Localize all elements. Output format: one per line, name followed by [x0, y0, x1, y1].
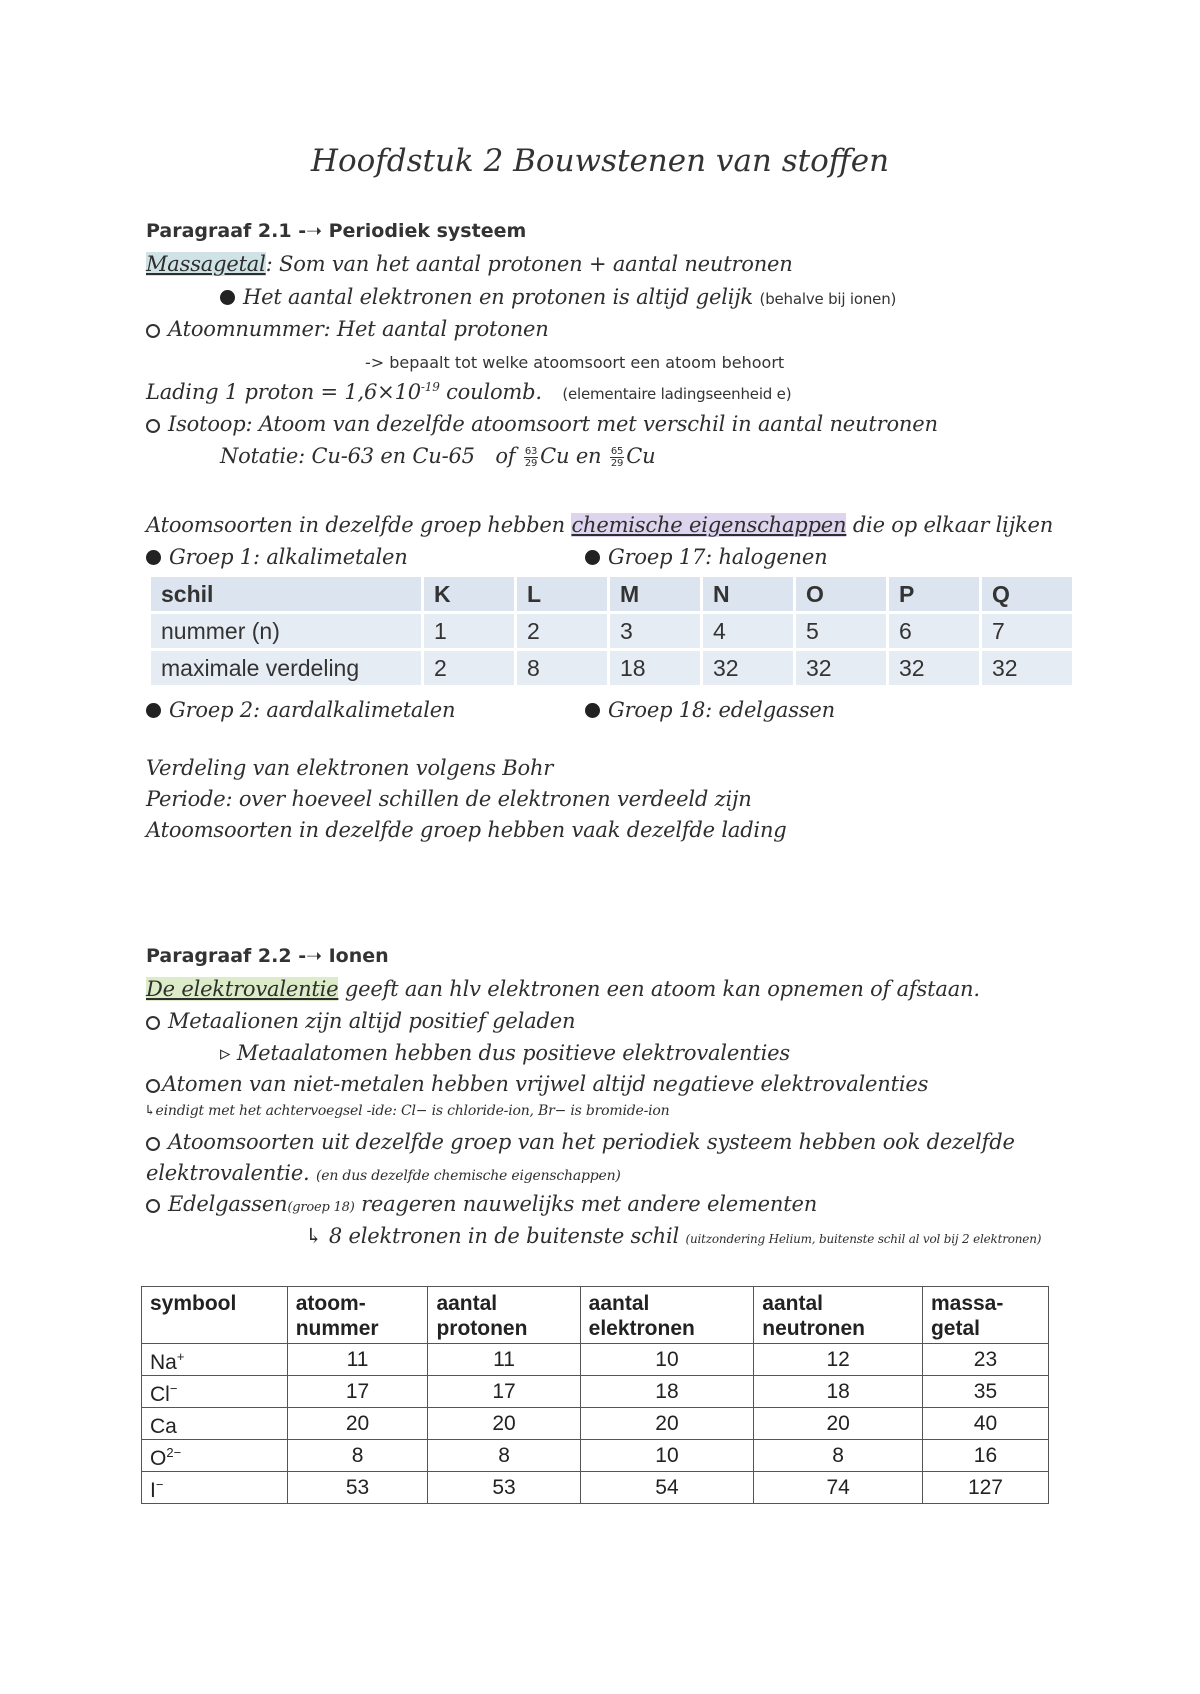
shell-table-cell: 18 [610, 651, 700, 685]
shell-table-cell: 3 [610, 614, 700, 648]
electrons-note: (behalve bij ionen) [759, 290, 897, 308]
shell-table [148, 574, 1075, 688]
fraction-top: 63 [524, 446, 538, 457]
metaalionen-text: Metaalionen zijn altijd positief geladen [168, 1009, 576, 1033]
metaalatomen-line: ▹ Metaalatomen hebben dus positieve elektrovalenties [220, 1041, 790, 1065]
elektrovalentie-line [146, 977, 980, 1001]
open-bullet-icon [146, 419, 160, 433]
ion-table-header-line: atoom- [295, 1292, 366, 1315]
notatie-cu-1: Cu en [540, 444, 602, 468]
shell-table-cell: 32 [796, 651, 886, 685]
lading-text-a: Lading 1 proton = 1,6×10 [146, 380, 421, 404]
open-bullet-icon [146, 1016, 160, 1030]
shell-table-cell: 4 [703, 614, 793, 648]
ion-table-cell: 8 [754, 1440, 923, 1472]
ion-table-header [428, 1287, 580, 1344]
filled-bullet-icon [585, 550, 600, 565]
elektrovalentie-definition: geeft aan hlv elektronen een atoom kan opnemen of afstaan. [338, 977, 980, 1001]
shell-table-cell: N [703, 577, 793, 611]
ion-table-cell: 8 [287, 1440, 428, 1472]
ion-table [141, 1286, 1049, 1504]
shell-table-row [151, 651, 1072, 685]
notatie-line [220, 444, 655, 469]
ion-table-cell: 18 [580, 1376, 754, 1408]
page-title: Hoofdstuk 2 Bouwstenen van stoffen [310, 143, 890, 179]
shell-table-cell: 8 [517, 651, 607, 685]
ion-charge: − [169, 1381, 178, 1396]
ion-table-cell: 20 [580, 1408, 754, 1440]
open-bullet-icon [146, 1199, 160, 1213]
filled-bullet-icon [585, 703, 600, 718]
edelgassen-text: Edelgassen [168, 1192, 288, 1216]
ion-table-header-line [150, 1316, 279, 1341]
ion-table-cell: 20 [428, 1408, 580, 1440]
ion-table-header-line: nummer [295, 1317, 379, 1340]
groep-elektro-line [146, 1130, 1015, 1154]
shell-table-row [151, 577, 1072, 611]
ion-table-header-line: aantal [436, 1292, 498, 1315]
ion-table-header-line: neutronen [762, 1317, 865, 1340]
ion-table-cell: 12 [754, 1344, 923, 1376]
open-bullet-icon [146, 1137, 160, 1151]
groep-18-text: Groep 18: edelgassen [608, 698, 835, 722]
groep-elektro-line-2 [146, 1161, 621, 1185]
isotope-fraction-1 [524, 446, 538, 469]
shell-table-cell: K [424, 577, 514, 611]
ion-table-cell: 54 [580, 1472, 754, 1504]
ion-table-cell: 8 [428, 1440, 580, 1472]
electrons-text: Het aantal elektronen en protonen is altijd gelijk [243, 285, 754, 309]
atoomnummer-line [146, 317, 549, 341]
ion-table-header-line: symbool [150, 1292, 237, 1315]
ion-table-cell: 20 [754, 1408, 923, 1440]
ion-table-row [142, 1376, 1049, 1408]
lading-note: (elementaire ladingseenheid e) [562, 385, 792, 403]
notatie-text: Notatie: Cu-63 en Cu-65 [220, 444, 475, 468]
edelgassen-note: (groep 18) [287, 1200, 355, 1215]
shell-table-cell: Q [982, 577, 1072, 611]
ion-table-header-line: elektronen [588, 1317, 695, 1340]
ion-table-cell: 53 [287, 1472, 428, 1504]
ion-symbol: Ca [150, 1415, 177, 1438]
shell-table-cell: L [517, 577, 607, 611]
ion-table-header [142, 1287, 288, 1344]
ion-table-header-line: aantal [588, 1292, 650, 1315]
section-heading-2-1: Paragraaf 2.1 -➝ Periodiek systeem [146, 220, 527, 242]
ion-table-cell: 11 [287, 1344, 428, 1376]
ion-table-header-row [142, 1287, 1049, 1344]
ion-table-cell: 17 [428, 1376, 580, 1408]
ion-table-header [287, 1287, 428, 1344]
shell-table-cell: O [796, 577, 886, 611]
notatie-of: of [495, 444, 516, 468]
ion-symbol-cell [142, 1376, 288, 1408]
ion-table-cell: 17 [287, 1376, 428, 1408]
ion-table-header-line: getal [930, 1317, 980, 1340]
acht-elektronen-text: ↳ 8 elektronen in de buitenste schil [305, 1224, 680, 1248]
groep-2-text: Groep 2: aardalkalimetalen [169, 698, 456, 722]
shell-table-cell: 2 [424, 651, 514, 685]
groep-2-line [146, 698, 455, 722]
ion-table-cell: 40 [922, 1408, 1048, 1440]
shell-table-cell: 32 [703, 651, 793, 685]
edelgassen-line [146, 1192, 817, 1216]
notatie-cu-2: Cu [626, 444, 656, 468]
groep-elektro-note: (en dus dezelfde chemische eigenschappen) [316, 1168, 621, 1184]
chemische-eigenschappen-highlight: chemische eigenschappen [571, 513, 847, 537]
ion-table-header [580, 1287, 754, 1344]
ion-table-header [754, 1287, 923, 1344]
lading-groep-line: Atoomsoorten in dezelfde groep hebben vaak dezelfde lading [146, 818, 787, 842]
periode-line: Periode: over hoeveel schillen de elektronen verdeeld zijn [146, 787, 752, 811]
shell-table-row-label: nummer (n) [151, 614, 421, 648]
ion-table-cell: 127 [922, 1472, 1048, 1504]
section-heading-2-2: Paragraaf 2.2 -➝ Ionen [146, 945, 389, 967]
open-bullet-icon [146, 324, 160, 338]
elektrovalentie-term: De elektrovalentie [146, 977, 339, 1001]
ion-table-cell: 53 [428, 1472, 580, 1504]
shell-table-cell: M [610, 577, 700, 611]
ion-table-cell: 16 [922, 1440, 1048, 1472]
groep-17-line [585, 545, 827, 569]
lading-exponent: -19 [420, 380, 440, 394]
shell-table-cell: 1 [424, 614, 514, 648]
ion-symbol-cell [142, 1472, 288, 1504]
ion-table-cell: 20 [287, 1408, 428, 1440]
acht-elektronen-line [305, 1224, 1041, 1248]
shell-table-cell: 5 [796, 614, 886, 648]
ion-table-cell: 23 [922, 1344, 1048, 1376]
ion-charge: 2− [166, 1445, 182, 1460]
open-bullet-icon [146, 1079, 160, 1093]
atoomnummer-note: -> bepaalt tot welke atoomsoort een atoom behoort [365, 353, 785, 372]
metaalionen-line [146, 1009, 575, 1033]
electrons-line [220, 285, 896, 309]
ion-charge: + [176, 1349, 185, 1364]
shell-table-cell: P [889, 577, 979, 611]
ion-table-row [142, 1408, 1049, 1440]
shell-table-cell: 2 [517, 614, 607, 648]
ion-table-header [922, 1287, 1048, 1344]
groep-elektro-text-2: elektrovalentie. [146, 1161, 310, 1185]
isotope-fraction-2 [610, 446, 624, 469]
niet-metalen-line [146, 1072, 928, 1096]
shell-table-cell: 32 [982, 651, 1072, 685]
shell-table-row-label: schil [151, 577, 421, 611]
groep-1-text: Groep 1: alkalimetalen [169, 545, 408, 569]
ion-table-header-line: protonen [436, 1317, 528, 1340]
fraction-bottom: 29 [610, 458, 624, 469]
groep-intro-b: die op elkaar lijken [846, 513, 1054, 537]
groep-intro-line [146, 513, 1053, 537]
filled-bullet-icon [146, 703, 161, 718]
groep-18-line [585, 698, 835, 722]
ion-table-cell: 11 [428, 1344, 580, 1376]
lading-text-b: coulomb. [439, 380, 542, 404]
bohr-line: Verdeling van elektronen volgens Bohr [146, 756, 554, 780]
filled-bullet-icon [220, 290, 235, 305]
ion-symbol: O [150, 1447, 167, 1470]
atoomnummer-text: Atoomnummer: Het aantal protonen [168, 317, 549, 341]
ion-symbol-cell [142, 1344, 288, 1376]
groep-17-text: Groep 17: halogenen [608, 545, 828, 569]
filled-bullet-icon [146, 550, 161, 565]
ion-symbol: I [150, 1479, 156, 1502]
ide-note: ↳eindigt met het achtervoegsel -ide: Cl− is chloride-ion, Br− is bromide-ion [144, 1103, 670, 1119]
ion-table-header-line: massa- [930, 1292, 1004, 1315]
isotoop-text: Isotoop: Atoom van dezelfde atoomsoort met verschil in aantal neutronen [168, 412, 938, 436]
ion-symbol: Na [150, 1351, 177, 1374]
shell-table-row-label: maximale verdeling [151, 651, 421, 685]
groep-1-line [146, 545, 408, 569]
massagetal-definition: : Som van het aantal protonen + aantal neutronen [265, 252, 793, 276]
ion-table-row [142, 1344, 1049, 1376]
ion-symbol-cell [142, 1440, 288, 1472]
ion-charge: − [155, 1477, 164, 1492]
fraction-bottom: 29 [524, 458, 538, 469]
shell-table-cell: 7 [982, 614, 1072, 648]
lading-line [146, 380, 791, 404]
groep-intro-a: Atoomsoorten in dezelfde groep hebben [146, 513, 572, 537]
ion-table-cell: 10 [580, 1344, 754, 1376]
ion-table-header-line: aantal [762, 1292, 823, 1315]
ion-table-row [142, 1440, 1049, 1472]
edelgassen-text-b: reageren nauwelijks met andere elementen [354, 1192, 818, 1216]
isotoop-line [146, 412, 938, 436]
ion-symbol: Cl [150, 1383, 170, 1406]
ion-table-cell: 18 [754, 1376, 923, 1408]
shell-table-cell: 32 [889, 651, 979, 685]
fraction-top: 65 [610, 446, 624, 457]
shell-table-row [151, 614, 1072, 648]
acht-elektronen-note: (uitzondering Helium, buitenste schil al vol bij 2 elektronen) [685, 1232, 1042, 1246]
groep-elektro-text: Atoomsoorten uit dezelfde groep van het periodiek systeem hebben ook dezelfde [168, 1130, 1015, 1154]
ion-symbol-cell [142, 1408, 288, 1440]
massagetal-term: Massagetal [146, 252, 266, 276]
ion-table-cell: 10 [580, 1440, 754, 1472]
ion-table-cell: 35 [922, 1376, 1048, 1408]
ion-table-row [142, 1472, 1049, 1504]
niet-metalen-text: Atomen van niet-metalen hebben vrijwel altijd negatieve elektrovalenties [162, 1072, 929, 1096]
ion-table-cell: 74 [754, 1472, 923, 1504]
massagetal-line [146, 252, 793, 276]
shell-table-cell: 6 [889, 614, 979, 648]
